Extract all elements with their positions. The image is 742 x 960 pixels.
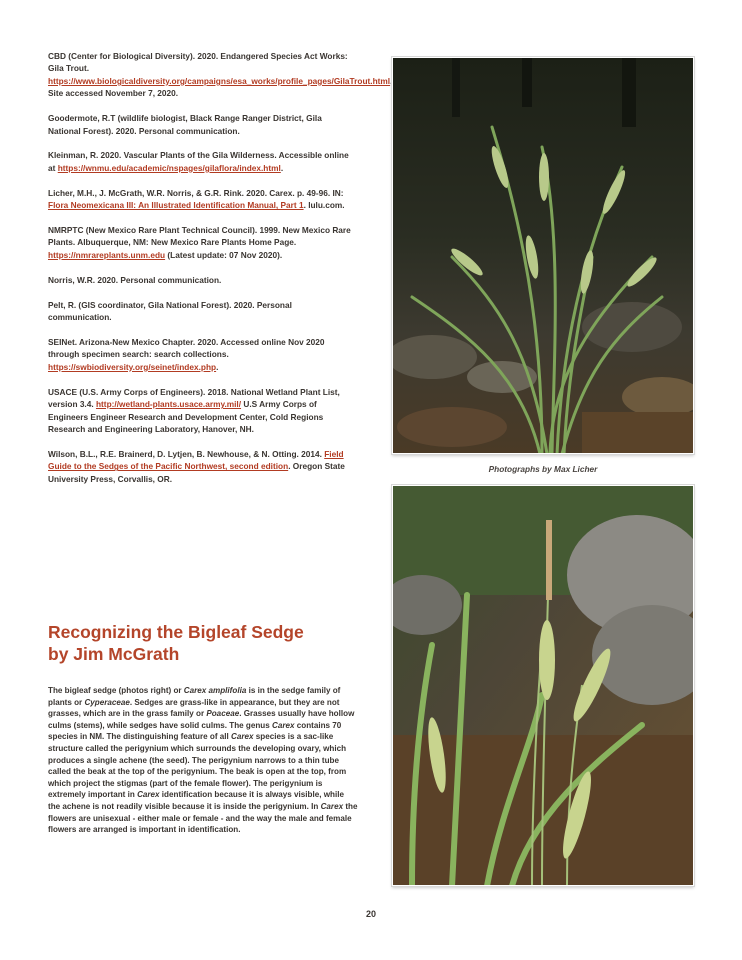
sedge-photo-bottom — [392, 485, 694, 886]
photo-caption: Photographs by Max Licher — [488, 464, 598, 474]
reference-link[interactable]: https://wnmu.edu/academic/nspages/gilaflora/index.html — [57, 162, 281, 173]
reference-item: USACE (U.S. Army Corps of Engineers). 2018. National Wetland Plant List, version 3.4. http://wetland-plants.usace.army.mil/ U.S Army Corps of Engineers Engineer Research and Development Center, Cold Regions Research and Engineering Laboratory, Hanover, NH. — [48, 386, 340, 434]
reference-item: NMRPTC (New Mexico Rare Plant Technical Council). 1999. New Mexico Rare Plants. Albuquerque, NM: New Mexico Rare Plants Home Page. https://nmrareplants.unm.edu (Latest update: 07 Nov 2020). — [48, 225, 351, 260]
article-title — [48, 621, 368, 665]
reference-item: Goodermote, R.T (wildlife biologist, Black Range Ranger District, Gila National Forest). 2020. Personal communication. — [48, 113, 322, 136]
reference-item: Pelt, R. (GIS coordinator, Gila National Forest). 2020. Personal communication. — [48, 299, 292, 323]
reference-link[interactable]: https://nmrareplants.unm.edu — [48, 249, 166, 260]
article-title-line: Recognizing the Bigleaf Sedge — [48, 622, 304, 642]
sedge-photo-top — [392, 57, 694, 454]
article-body: The bigleaf sedge (photos right) or Carex amplifolia is in the sedge family of plants or Cyperaceae. Sedges are grass-like in appearance, but they are not grasses, which are in the grass family or Poaceae. Grasses usually have hollow culms (stems), while sedges have solid culms. The genus Carex contains 70 species in NM. The distinguishing feature of all Carex species is a sac-like structure called the perigynium which surrounds the developing ovary, which produces a single achene (the seed). The perigynium narrows to a thin tube called the beak at the top of the perigynium. The beak is open at the top, from which project the stigmas (part of the female flower). The perigynium is extremely important in Carex identification because it is always visible, while the achene is not readily visible because it is inside the perigynium. In Carex the flowers are unisexual - either male or female - and the way the male and female flowers are arranged is important in identification. — [48, 686, 358, 835]
reference-item: CBD (Center for Biological Diversity). 2020. Endangered Species Act Works: Gila Trout. https://www.biologicaldiversity.org/campaigns/esa_works/profile_pages/GilaTrout.html. Site accessed November 7, 2020. — [48, 51, 393, 99]
article-byline: by Jim McGrath — [48, 644, 180, 664]
reference-item: Wilson, B.L., R.E. Brainerd, D. Lytjen, B. Newhouse, & N. Otting. 2014. Field Guide to the Sedges of the Pacific Northwest, second edition. Oregon State University Press, Corvallis, OR. — [48, 448, 345, 484]
sedge-photo-bottom-image — [392, 485, 694, 886]
reference-link[interactable]: http://wetland-plants.usace.army.mil/ — [95, 399, 242, 410]
references-list — [48, 50, 393, 498]
reference-link[interactable]: Flora Neomexicana III: An Illustrated Identification Manual, Part 1 — [48, 200, 304, 211]
reference-item: Kleinman, R. 2020. Vascular Plants of the Gila Wilderness. Accessible online at https://wnmu.edu/academic/nspages/gilaflora/index.html. — [48, 150, 349, 173]
reference-link[interactable]: Field Guide to the Sedges of the Pacific Northwest, second edition — [48, 448, 344, 472]
reference-link[interactable]: https://www.biologicaldiversity.org/campaigns/esa_works/profile_pages/GilaTrout.html — [48, 75, 391, 86]
reference-item: Norris, W.R. 2020. Personal communication. — [48, 274, 222, 285]
reference-item: SEINet. Arizona-New Mexico Chapter. 2020. Accessed online Nov 2020 through specimen search: search collections. https://swbiodiversity.org/seinet/index.php. — [48, 337, 325, 372]
reference-item: Licher, M.H., J. McGrath, W.R. Norris, & G.R. Rink. 2020. Carex. p. 49-96. IN: Flora Neomexicana III: An Illustrated Identification Manual, Part 1. lulu.com. — [48, 187, 345, 211]
page-number: 20 — [365, 909, 376, 919]
reference-link[interactable]: https://swbiodiversity.org/seinet/index.php — [48, 361, 217, 372]
sedge-photo-top-image — [392, 57, 694, 454]
